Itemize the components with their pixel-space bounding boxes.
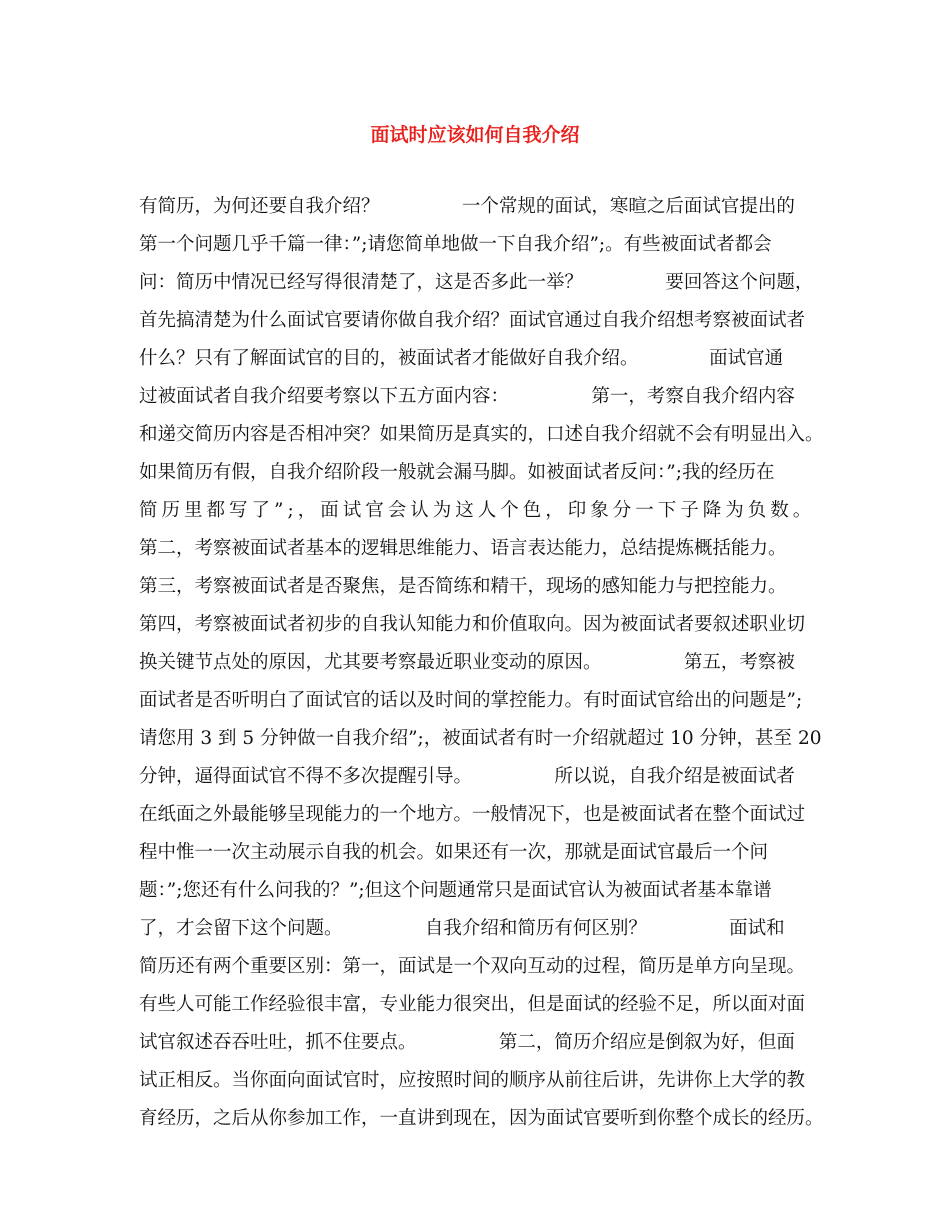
- body-line: 第二，考察被面试者基本的逻辑思维能力、语言表达能力，总结提炼概括能力。: [139, 538, 787, 559]
- body-line: 和递交简历内容是否相冲突？如果简历是真实的，口述自我介绍就不会有明显出入。: [139, 424, 824, 445]
- body-line: 简历还有两个重要区别：第一，面试是一个双向互动的过程，简历是单方向呈现。: [139, 956, 806, 977]
- body-line: 面试者是否听明白了面试官的话以及时间的掌控能力。有时面试官给出的问题是”;: [139, 690, 803, 711]
- body-line: 如果简历有假，自我介绍阶段一般就会漏马脚。如被面试者反问：”;我的经历在: [139, 462, 775, 483]
- body-line: 第一个问题几乎千篇一律：”;请您简单地做一下自我介绍”;。有些被面试者都会: [139, 234, 772, 255]
- body-line: 简历里都写了”;，面试官会认为这人个色，印象分一下子降为负数。: [139, 500, 816, 521]
- body-line: 请您用 3 到 5 分钟做一自我介绍”;，被面试者有时一介绍就超过 10 分钟，甚至 20: [139, 728, 822, 749]
- body-line: 分钟，逼得面试官不得不多次提醒引导。 所以说，自我介绍是被面试者: [139, 766, 795, 787]
- body-line: 有些人可能工作经验很丰富，专业能力很突出，但是面试的经验不足，所以面对面: [139, 994, 806, 1015]
- body-line: 过被面试者自我介绍要考察以下五方面内容： 第一，考察自我介绍内容: [139, 386, 795, 407]
- body-line: 第四，考察被面试者初步的自我认知能力和价值取向。因为被面试者要叙述职业切: [139, 614, 806, 635]
- document-body: [139, 192, 829, 1142]
- body-line: 了，才会留下这个问题。 自我介绍和简历有何区别？ 面试和: [139, 918, 785, 939]
- body-line: 第三，考察被面试者是否聚焦，是否简练和精干，现场的感知能力与把控能力。: [139, 576, 787, 597]
- body-line: 题：”;您还有什么问我的？”;但这个问题通常只是面试官认为被面试者基本靠谱: [139, 880, 772, 901]
- body-line: 首先搞清楚为什么面试官要请你做自我介绍？面试官通过自我介绍想考察被面试者: [139, 310, 806, 331]
- body-line: 试官叙述吞吞吐吐，抓不住要点。 第二，简历介绍应是倒叙为好，但面: [139, 1032, 795, 1053]
- body-line: 什么？只有了解面试官的目的，被面试者才能做好自我介绍。 面试官通: [139, 348, 784, 369]
- body-line: 试正相反。当你面向面试官时，应按照时间的顺序从前往后讲，先讲你上大学的教: [139, 1070, 806, 1091]
- document-title: 面试时应该如何自我介绍: [370, 124, 580, 146]
- body-line: 换关键节点处的原因，尤其要考察最近职业变动的原因。 第五，考察被: [139, 652, 795, 673]
- body-line: 程中惟一一次主动展示自我的机会。如果还有一次，那就是面试官最后一个问: [139, 842, 769, 863]
- body-line: 在纸面之外最能够呈现能力的一个地方。一般情况下，也是被面试者在整个面试过: [139, 804, 806, 825]
- body-line: 有简历，为何还要自我介绍？ 一个常规的面试，寒暄之后面试官提出的: [139, 196, 795, 217]
- body-line: 育经历，之后从你参加工作，一直讲到现在，因为面试官要听到你整个成长的经历。: [139, 1108, 824, 1129]
- body-line: 问：简历中情况已经写得很清楚了，这是否多此一举？ 要回答这个问题，: [139, 272, 814, 293]
